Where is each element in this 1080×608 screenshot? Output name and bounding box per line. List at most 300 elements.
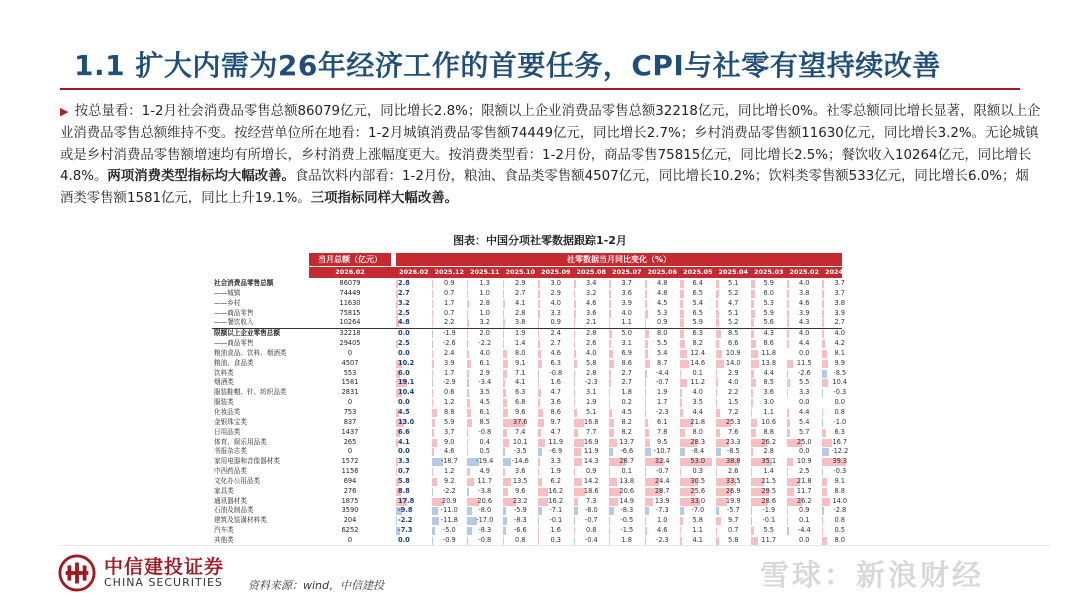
yoy-cell: 9.5 <box>657 437 668 446</box>
yoy-cell: 1.0 <box>657 516 668 525</box>
yoy-cell: 2.7 <box>398 288 410 297</box>
yoy-cell: 3.6 <box>550 398 561 407</box>
yoy-cell: 0.0 <box>398 348 410 357</box>
yoy-cell: 26.2 <box>761 437 777 446</box>
yoy-cell: 0.3 <box>692 467 703 476</box>
yoy-cell: 3.9 <box>834 308 845 317</box>
column-header: 2025.11 <box>469 268 500 276</box>
yoy-cell: 4.5 <box>621 407 632 416</box>
yoy-cell: 9.7 <box>550 417 561 426</box>
yoy-cell: -4.4 <box>655 368 669 377</box>
yoy-cell: -2.2 <box>478 339 492 348</box>
summary-text-1: 按总量看：1-2月社会消费品零售总额86079亿元，同比增长2.8%；限额以上企业消费品零售总额32218亿元，同比增长0%。社零总额同比增长显著，限额以上企业消费品零售总额维持不变。按经营单位所在地看：1-2月城镇消费品零售额74449亿元，同比增长2.7%；乡村消费品零售额11630亿元，同比增长3.2%。无论城镇或是乡村消费品零售额增速均有所增长，乡村消费上涨幅度更大。按消费类型看：1-2月份，商品零售75815亿元，同比增长2.5%；餐饮收入10264亿元，同比增长4.8%。 <box>60 104 1041 185</box>
yoy-cell: 5.9 <box>763 308 774 317</box>
yoy-cell: 26.9 <box>725 486 741 495</box>
yoy-cell: -5.7 <box>726 506 740 515</box>
yoy-cell: 0.1 <box>799 516 810 525</box>
yoy-cell: 10.2 <box>398 358 415 367</box>
yoy-cell: 28.6 <box>761 496 777 505</box>
row-total: 75815 <box>339 308 361 317</box>
row-label: ——商品零售 <box>214 308 254 317</box>
column-header: 2025.08 <box>576 268 607 276</box>
table-row <box>212 288 845 299</box>
yoy-cell: -8.5 <box>726 447 740 456</box>
yoy-cell: 8.0 <box>692 427 703 436</box>
yoy-cell: 0.8 <box>515 535 526 544</box>
table-row <box>212 298 845 309</box>
yoy-cell: -11.8 <box>440 516 458 525</box>
yoy-cell: 4.0 <box>692 388 703 397</box>
yoy-cell: 5.1 <box>586 407 597 416</box>
yoy-cell: -0.5 <box>620 516 634 525</box>
yoy-cell: 30.5 <box>690 476 706 485</box>
table-row <box>212 437 848 448</box>
yoy-cell: 7.3 <box>586 496 597 505</box>
yoy-cell: 9.0 <box>444 437 455 446</box>
yoy-cell: -8.3 <box>478 526 492 535</box>
yoy-cell: 11.9 <box>583 447 599 456</box>
yoy-cell: 3.0 <box>550 279 561 287</box>
row-total: 3590 <box>341 506 359 515</box>
yoy-cell: 0.8 <box>834 407 845 416</box>
yoy-cell: 1.2 <box>444 398 455 407</box>
yoy-cell: 10.4 <box>832 378 848 387</box>
yoy-cell: 4.8 <box>657 288 668 297</box>
yoy-cell: 13.8 <box>619 476 635 485</box>
table-header <box>212 253 855 279</box>
yoy-cell: 16.2 <box>548 486 564 495</box>
row-total: 1156 <box>341 467 359 476</box>
yoy-cell: 0.0 <box>799 535 810 544</box>
yoy-cell: 3.8 <box>799 288 810 297</box>
yoy-cell: 1.9 <box>550 467 561 476</box>
yoy-cell: 10.4 <box>398 388 415 397</box>
yoy-cell: 0.0 <box>799 447 810 456</box>
yoy-cell: 1.4 <box>515 339 526 348</box>
yoy-cell: 0.1 <box>621 467 632 476</box>
yoy-cell: 7.6 <box>728 427 739 436</box>
yoy-cell: 2.0 <box>479 329 490 338</box>
company-logo-icon <box>58 554 96 592</box>
yoy-cell: 0.0 <box>398 398 410 407</box>
yoy-cell: 3.9 <box>444 358 455 367</box>
yoy-cell: 2.6 <box>728 467 739 476</box>
yoy-cell: 4.6 <box>444 447 455 456</box>
row-label: ——餐饮收入 <box>214 318 254 327</box>
yoy-cell: 21.8 <box>690 417 706 426</box>
header-total-label: 当月总额（亿元） <box>309 253 391 266</box>
yoy-cell: 11.8 <box>761 348 777 357</box>
yoy-cell: 4.0 <box>834 329 845 338</box>
yoy-cell: 53.0 <box>690 457 706 466</box>
yoy-cell: 4.4 <box>799 339 810 348</box>
yoy-cell: 13.5 <box>512 476 528 485</box>
yoy-cell: 3.3 <box>550 308 561 317</box>
yoy-cell: 0.8 <box>586 526 597 535</box>
row-total: 0 <box>347 535 353 544</box>
logo-text-en: CHINA SECURITIES <box>104 576 223 589</box>
yoy-cell: 8.2 <box>621 427 632 436</box>
header-yoy-label: 社零数据当月同比变化（%） <box>396 253 842 266</box>
yoy-cell: 4.6 <box>550 348 561 357</box>
yoy-cell: 5.9 <box>444 417 455 426</box>
yoy-cell: 11.7 <box>796 486 812 495</box>
yoy-cell: 8.0 <box>657 329 668 338</box>
yoy-cell: 4.4 <box>692 407 703 416</box>
yoy-cell: -0.9 <box>442 535 456 544</box>
yoy-cell: -2.3 <box>655 407 669 416</box>
yoy-cell: 20.6 <box>477 496 493 505</box>
yoy-cell: 2.6 <box>586 339 597 348</box>
yoy-cell: 9.6 <box>515 486 526 495</box>
yoy-cell: -2.3 <box>655 535 669 544</box>
yoy-cell: 8.6 <box>550 407 561 416</box>
yoy-cell: 4.3 <box>799 318 810 327</box>
yoy-cell: 4.2 <box>834 339 845 348</box>
column-header: 2025.04 <box>718 268 749 276</box>
yoy-cell: 10.9 <box>796 457 812 466</box>
yoy-cell: 3.7 <box>621 279 632 287</box>
table-row <box>212 506 847 516</box>
yoy-cell: 23.3 <box>725 437 741 446</box>
yoy-cell: 3.9 <box>799 308 810 317</box>
yoy-cell: 2.8 <box>479 298 490 307</box>
yoy-cell: -0.1 <box>762 516 776 525</box>
yoy-cell: -2.2 <box>398 516 413 525</box>
yoy-cell: -1.5 <box>620 526 634 535</box>
yoy-cell: 33.5 <box>725 476 741 485</box>
yoy-cell: 16.7 <box>832 437 848 446</box>
yoy-cell: -6.9 <box>549 447 563 456</box>
yoy-cell: 8.5 <box>728 329 739 338</box>
yoy-cell: 17.8 <box>398 496 415 505</box>
yoy-cell: 1.8 <box>621 388 632 397</box>
table-row <box>212 358 845 369</box>
yoy-cell: 3.6 <box>586 308 597 317</box>
yoy-cell: 3.7 <box>834 279 845 287</box>
yoy-cell: 12.4 <box>690 348 706 357</box>
yoy-cell: -0.1 <box>549 516 563 525</box>
yoy-cell: 5.5 <box>799 378 810 387</box>
yoy-cell: 0.0 <box>799 348 810 357</box>
yoy-cell: 4.1 <box>515 378 526 387</box>
yoy-cell: 0.0 <box>398 535 410 544</box>
yoy-cell: 5.4 <box>692 298 703 307</box>
yoy-cell: 0.7 <box>444 308 455 317</box>
yoy-cell: 3.8 <box>834 298 845 307</box>
yoy-cell: 5.2 <box>728 318 739 327</box>
row-label: 服装鞋帽、针、纺织品类 <box>214 388 287 397</box>
yoy-cell: -9.8 <box>398 506 413 515</box>
yoy-cell: 10.9 <box>725 348 741 357</box>
table-row <box>212 447 849 457</box>
table-row <box>212 378 848 388</box>
yoy-cell: 6.1 <box>657 417 668 426</box>
yoy-cell: 3.5 <box>479 388 490 397</box>
yoy-cell: 1.0 <box>479 308 490 317</box>
row-label: 日用品类 <box>214 427 241 436</box>
yoy-cell: 4.0 <box>586 348 597 357</box>
yoy-cell: 3.9 <box>621 298 632 307</box>
row-total: 1437 <box>341 427 359 436</box>
yoy-cell: 5.5 <box>657 339 668 348</box>
row-total: 4507 <box>341 358 359 367</box>
yoy-cell: -0.8 <box>478 535 492 544</box>
yoy-cell: 8.1 <box>834 348 845 357</box>
yoy-cell: 2.8 <box>586 329 597 338</box>
yoy-cell: 24.4 <box>654 476 670 485</box>
yoy-cell: -0.8 <box>478 427 492 436</box>
yoy-cell: -11.0 <box>440 506 458 515</box>
yoy-cell: 11.5 <box>796 358 812 367</box>
row-label: 金银珠宝类 <box>214 417 247 426</box>
yoy-cell: 4.6 <box>586 298 597 307</box>
yoy-cell: 5.3 <box>763 298 774 307</box>
yoy-cell: 3.1 <box>621 339 632 348</box>
yoy-cell: 0.9 <box>586 467 597 476</box>
row-label: 粮油食品、饮料、烟酒类 <box>214 348 287 357</box>
yoy-cell: 4.0 <box>479 348 490 357</box>
yoy-cell: -0.7 <box>655 467 669 476</box>
yoy-cell: -0.8 <box>549 368 563 377</box>
yoy-cell: 6.1 <box>479 407 490 416</box>
yoy-cell: -12.2 <box>831 447 849 456</box>
summary-bold-2: 三项指标同样大幅改善。 <box>310 191 458 207</box>
yoy-cell: -2.9 <box>442 378 456 387</box>
yoy-cell: 2.8 <box>763 447 774 456</box>
row-total: 0 <box>347 447 353 456</box>
yoy-cell: 0.5 <box>479 447 490 456</box>
column-header: 2025.03 <box>753 268 784 276</box>
row-total: 1581 <box>341 378 359 387</box>
row-total: 32218 <box>339 329 361 338</box>
yoy-cell: 1.9 <box>657 388 668 397</box>
yoy-cell: 2.4 <box>444 348 455 357</box>
yoy-cell: -8.3 <box>513 516 527 525</box>
yoy-cell: 8.8 <box>444 407 455 416</box>
yoy-cell: -7.3 <box>655 506 669 515</box>
table-body <box>212 279 849 546</box>
yoy-cell: -8.4 <box>691 447 705 456</box>
yoy-cell: 2.8 <box>586 368 597 377</box>
yoy-cell: 6.6 <box>728 339 739 348</box>
row-label: 家用电器和音像器材类 <box>214 457 280 466</box>
row-label: 建筑及装潢材料类 <box>214 516 267 525</box>
yoy-cell: 4.1 <box>692 535 703 544</box>
table-row <box>212 318 845 328</box>
yoy-cell: 9.1 <box>834 476 845 485</box>
yoy-cell: 35.1 <box>761 457 777 466</box>
yoy-cell: 1.1 <box>763 407 774 416</box>
yoy-cell: 5.3 <box>657 308 668 317</box>
retail-table <box>212 253 855 546</box>
row-total: 1572 <box>341 457 359 466</box>
yoy-cell: 1.6 <box>550 378 561 387</box>
yoy-cell: 2.2 <box>444 318 455 327</box>
yoy-cell: 8.2 <box>621 417 632 426</box>
yoy-cell: 9.9 <box>834 358 845 367</box>
yoy-cell: 3.2 <box>479 318 490 327</box>
yoy-cell: 32.4 <box>654 457 670 466</box>
yoy-cell: 4.0 <box>550 298 561 307</box>
yoy-cell: 16.9 <box>583 437 599 446</box>
yoy-cell: 4.1 <box>515 298 526 307</box>
yoy-cell: -0.7 <box>584 516 598 525</box>
column-header: 2025.10 <box>505 268 536 276</box>
row-total: 265 <box>343 437 357 446</box>
yoy-cell: 1.7 <box>444 368 455 377</box>
table-row <box>212 398 845 408</box>
table-row <box>212 388 847 398</box>
row-label: 石油及制品类 <box>214 506 254 515</box>
yoy-cell: 6.2 <box>550 476 561 485</box>
yoy-cell: 4.0 <box>799 279 810 287</box>
yoy-cell: 28.3 <box>690 437 706 446</box>
row-label: 体育、娱乐用品类 <box>214 437 267 446</box>
yoy-cell: 7.7 <box>586 427 597 436</box>
yoy-cell: 4.0 <box>621 308 632 317</box>
yoy-cell: -2.2 <box>442 486 456 495</box>
yoy-cell: 0.9 <box>657 318 668 327</box>
yoy-cell: 6.6 <box>398 427 410 436</box>
yoy-cell: 28.7 <box>654 486 670 495</box>
yoy-cell: 8.8 <box>763 427 774 436</box>
yoy-cell: 5.8 <box>398 476 410 485</box>
yoy-cell: 4.6 <box>657 526 668 535</box>
yoy-cell: 25.6 <box>690 486 706 495</box>
yoy-cell: 3.3 <box>799 388 810 397</box>
yoy-cell: 20.9 <box>441 496 457 505</box>
row-label: 其他类 <box>214 535 234 544</box>
yoy-cell: 8.7 <box>657 358 668 367</box>
yoy-cell: 1.1 <box>692 526 703 535</box>
yoy-cell: 3.2 <box>586 288 597 297</box>
yoy-cell: 1.3 <box>479 279 490 287</box>
yoy-cell: 4.6 <box>799 298 810 307</box>
yoy-cell: 3.8 <box>515 318 526 327</box>
yoy-cell: 5.6 <box>763 318 774 327</box>
yoy-cell: 6.0 <box>763 288 774 297</box>
table-row <box>212 476 845 487</box>
yoy-cell: 1.9 <box>586 398 597 407</box>
row-total: 11630 <box>339 298 361 307</box>
row-total: 0 <box>347 348 353 357</box>
yoy-cell: 26.2 <box>796 496 812 505</box>
yoy-cell: 2.7 <box>550 339 561 348</box>
yoy-cell: 0.7 <box>444 288 455 297</box>
yoy-cell: 4.5 <box>398 407 410 416</box>
yoy-cell: 14.9 <box>619 496 635 505</box>
yoy-cell: 0.7 <box>398 467 410 476</box>
table-row <box>212 516 845 526</box>
yoy-cell: 2.5 <box>398 308 410 317</box>
row-label: 家具类 <box>214 486 234 495</box>
yoy-cell: 2.7 <box>834 318 845 327</box>
table-row <box>212 467 847 477</box>
yoy-cell: 8.6 <box>621 358 632 367</box>
yoy-cell: 33.0 <box>690 496 706 505</box>
yoy-cell: 1.1 <box>621 318 632 327</box>
yoy-cell: 4.1 <box>398 437 410 446</box>
row-label: 服装类 <box>214 398 234 407</box>
yoy-cell: 5.7 <box>799 427 810 436</box>
row-label: 书报杂志类 <box>214 447 247 456</box>
yoy-cell: 5.4 <box>657 348 668 357</box>
yoy-cell: -8.0 <box>584 506 598 515</box>
yoy-cell: 29.5 <box>761 486 777 495</box>
yoy-cell: 10.1 <box>512 437 528 446</box>
row-total: 276 <box>343 486 357 495</box>
yoy-cell: -3.4 <box>478 378 492 387</box>
column-header: 2026.02 <box>398 268 429 276</box>
row-total: 2831 <box>341 388 359 397</box>
yoy-cell: 2.9 <box>728 368 739 377</box>
yoy-cell: 3.2 <box>398 298 410 307</box>
yoy-cell: 4.5 <box>657 298 668 307</box>
yoy-cell: -6.6 <box>513 526 527 535</box>
yoy-cell: 6.3 <box>692 329 703 338</box>
table-row <box>212 328 845 339</box>
yoy-cell: -2.8 <box>833 506 847 515</box>
yoy-cell: 2.9 <box>479 368 490 377</box>
yoy-cell: 3.6 <box>763 388 774 397</box>
yoy-cell: 3.5 <box>692 398 703 407</box>
yoy-cell: 3.7 <box>834 288 845 297</box>
yoy-cell: 6.3 <box>550 358 561 367</box>
yoy-cell: 0.0 <box>398 329 410 338</box>
yoy-cell: 6.1 <box>479 358 490 367</box>
yoy-cell: -7.0 <box>691 506 705 515</box>
yoy-cell: -1.9 <box>762 506 776 515</box>
row-total: 204 <box>343 516 357 525</box>
yoy-cell: 0.8 <box>834 516 845 525</box>
yoy-cell: 6.9 <box>621 348 632 357</box>
yoy-cell: 20.6 <box>619 486 635 495</box>
yoy-cell: 7.2 <box>728 407 739 416</box>
row-total: 0 <box>347 398 353 407</box>
yoy-cell: 3.6 <box>621 288 632 297</box>
yoy-cell: 0.6 <box>444 388 455 397</box>
row-label: ——乡村 <box>214 298 241 307</box>
yoy-cell: -14.6 <box>511 457 529 466</box>
yoy-cell: 4.0 <box>728 378 739 387</box>
column-header: 2024.12 <box>824 268 855 276</box>
title-rule <box>60 88 1020 90</box>
row-label: ——商品零售 <box>214 339 254 348</box>
yoy-cell: -2.3 <box>584 378 598 387</box>
column-header: 2025.12 <box>434 268 465 276</box>
yoy-cell: 38.8 <box>725 457 741 466</box>
row-total: 694 <box>343 476 357 485</box>
yoy-cell: 5.2 <box>728 288 739 297</box>
yoy-cell: 3.4 <box>586 279 597 287</box>
row-total: 29405 <box>339 339 361 348</box>
yoy-cell: 2.4 <box>550 329 561 338</box>
yoy-cell: 16.8 <box>583 417 599 426</box>
table-row <box>212 486 845 497</box>
yoy-cell: 8.0 <box>515 348 526 357</box>
yoy-cell: 14.0 <box>725 358 741 367</box>
yoy-cell: 0.0 <box>799 398 810 407</box>
yoy-cell: 39.3 <box>832 457 848 466</box>
table-row <box>212 368 847 379</box>
yoy-cell: -7.3 <box>398 526 413 535</box>
yoy-cell: 2.8 <box>515 308 526 317</box>
row-total: 86079 <box>339 279 361 287</box>
yoy-cell: -3.5 <box>513 447 527 456</box>
yoy-cell: 19.1 <box>398 378 415 387</box>
row-label: 粮油、食品类 <box>214 358 254 367</box>
